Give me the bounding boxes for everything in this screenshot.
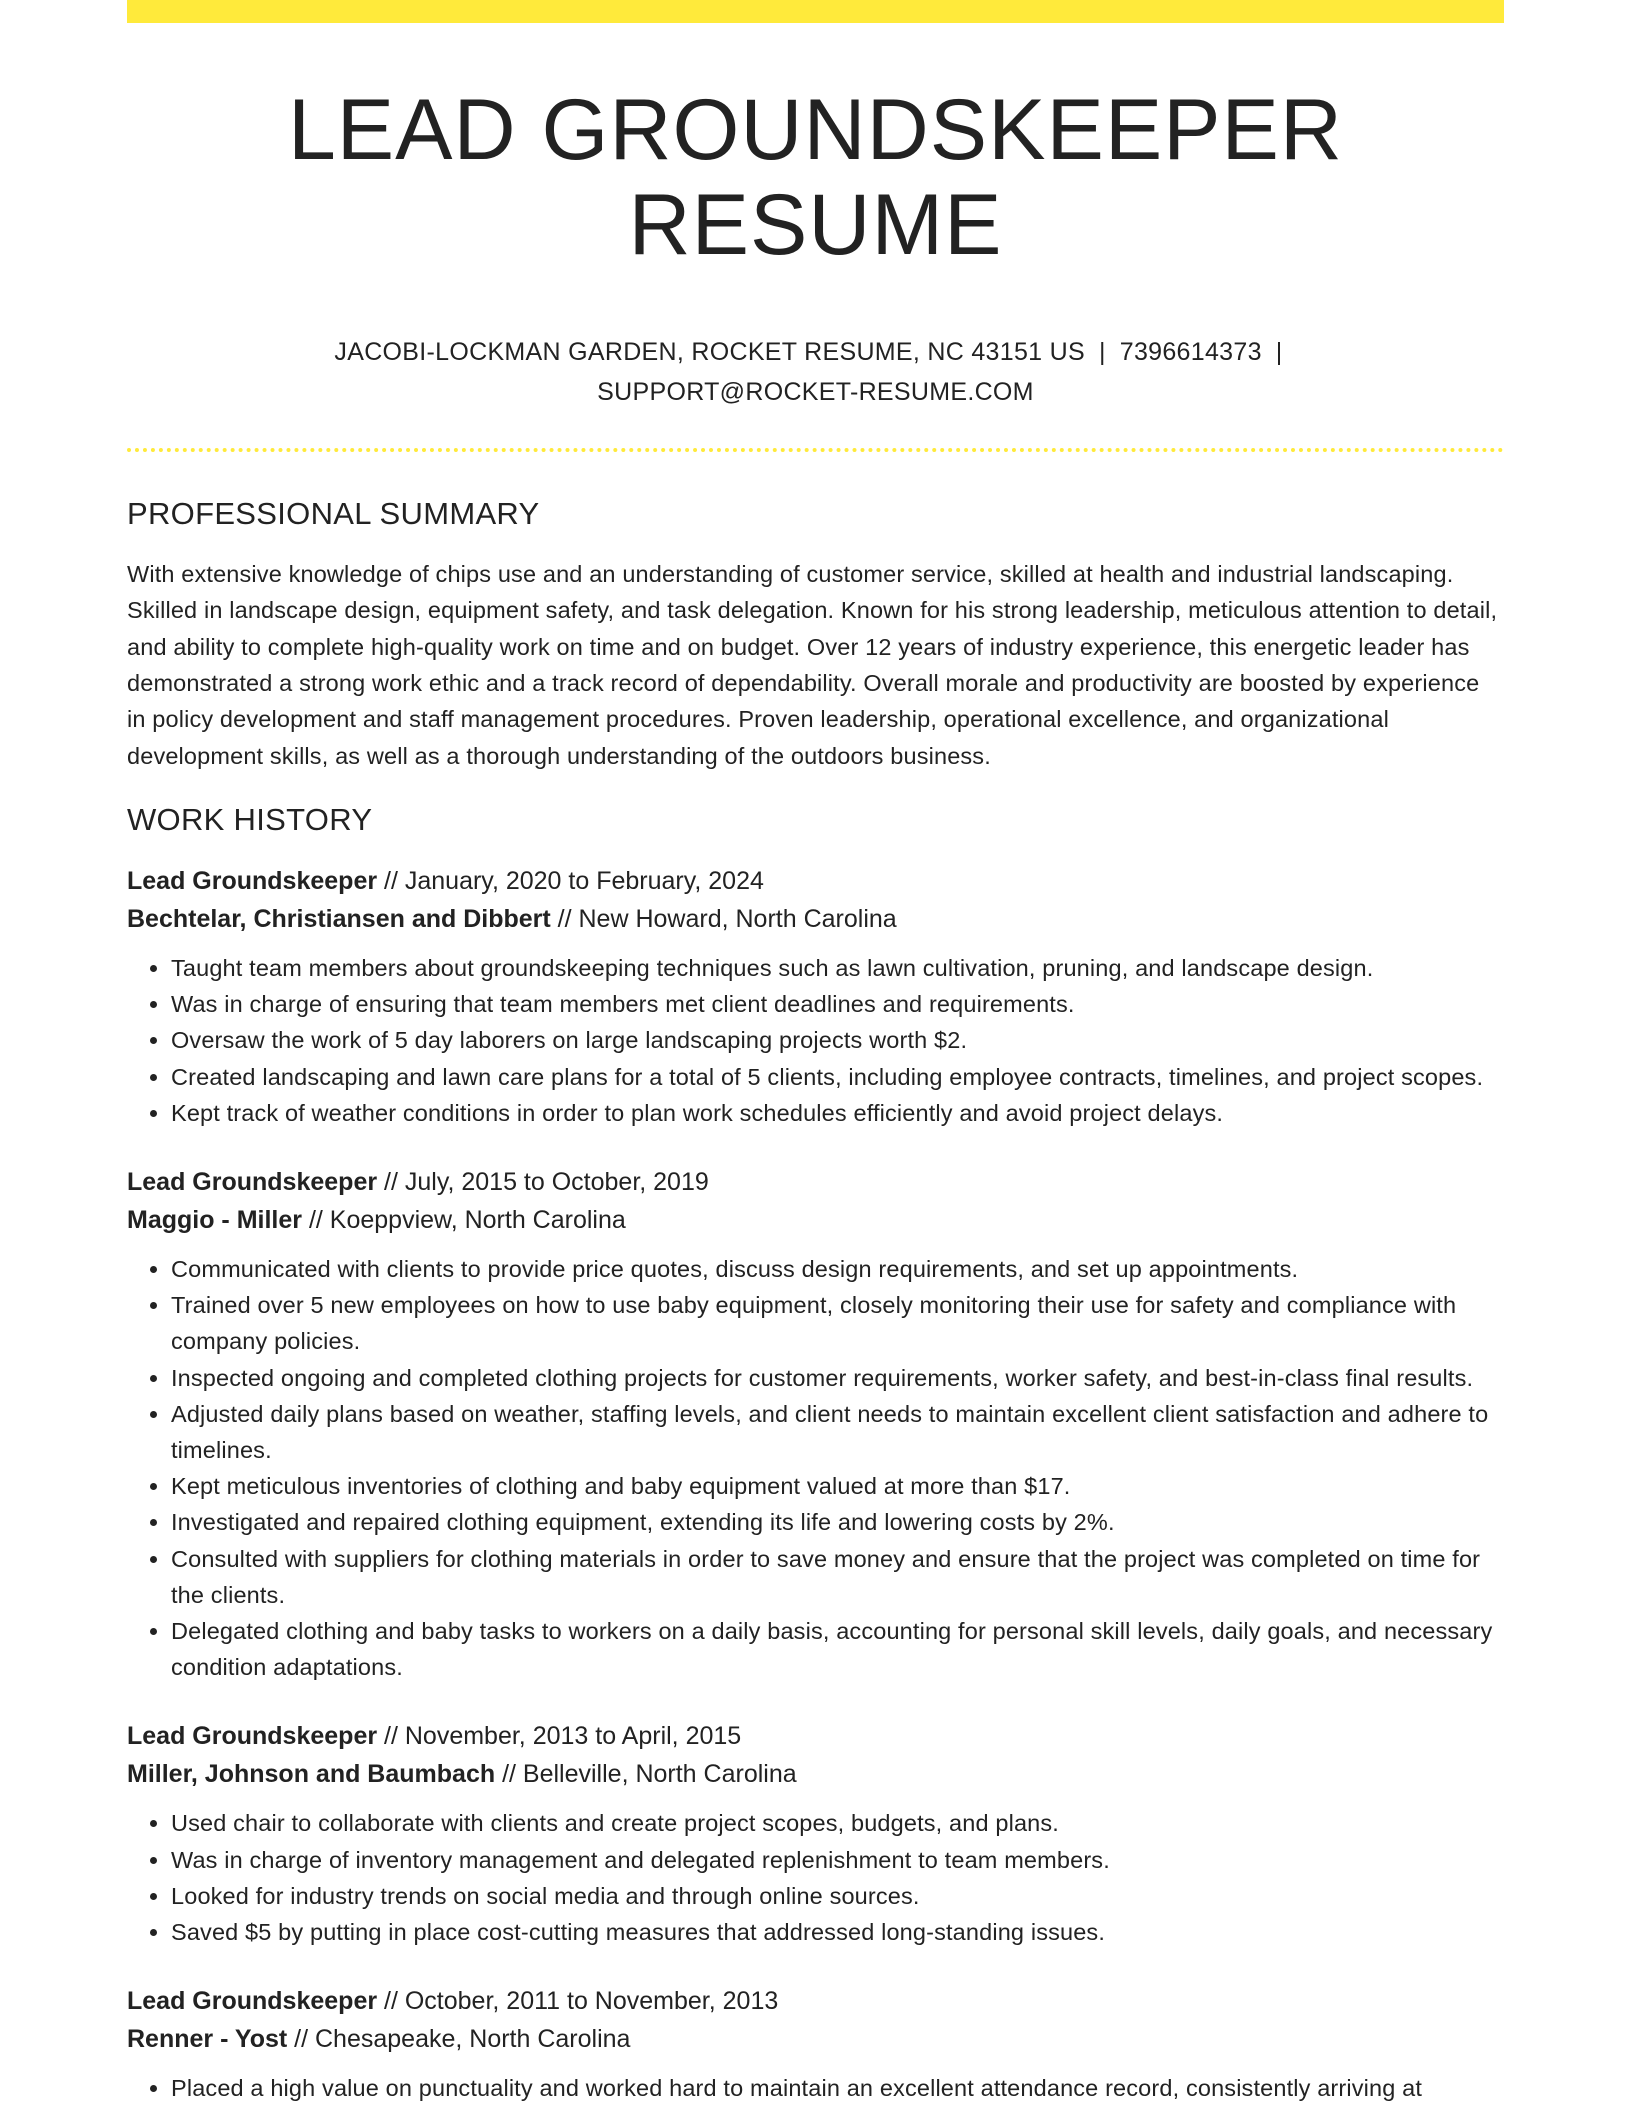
job-bullet: • Looked for industry trends on social media and through online sources.: [171, 1878, 1504, 1914]
job-dates: // January, 2020 to February, 2024: [377, 866, 764, 895]
resume-page: [127, 0, 1504, 2106]
job-bullet: • Taught team members about groundskeeping techniques such as lawn cultivation, pruning, and landscape design.: [171, 950, 1504, 986]
contact-address: JACOBI-LOCKMAN GARDEN, ROCKET RESUME, NC 43151 US: [334, 338, 1085, 367]
job-company: Maggio - Miller: [127, 1205, 302, 1234]
work-history-list: [127, 862, 1504, 2106]
contact-email: SUPPORT@ROCKET-RESUME.COM: [597, 378, 1034, 407]
job-title-line: [127, 862, 1504, 900]
job-bullet: • Oversaw the work of 5 day laborers on large landscaping projects worth $2.: [171, 1022, 1504, 1058]
job-bullet: • Was in charge of ensuring that team members met client deadlines and requirements.: [171, 986, 1504, 1022]
contact-info: [127, 332, 1504, 412]
job-entry: [127, 1982, 1504, 2106]
job-bullet-list: [127, 2070, 1504, 2106]
job-title: Lead Groundskeeper: [127, 1167, 378, 1196]
job-bullet: • Consulted with suppliers for clothing materials in order to save money and ensure that the project was completed on time for the clients.: [171, 1541, 1504, 1613]
work-history-heading: WORK HISTORY: [127, 801, 373, 837]
job-entry: [127, 862, 1504, 1131]
job-bullet: • Was in charge of inventory management and delegated replenishment to team members.: [171, 1842, 1504, 1878]
job-bullet-list: [127, 1251, 1504, 1685]
job-bullet: • Adjusted daily plans based on weather, staffing levels, and client needs to maintain excellent client satisfaction and adhere to timelines.: [171, 1396, 1504, 1468]
job-bullet: • Delegated clothing and baby tasks to workers on a daily basis, accounting for personal skill levels, daily goals, and necessary condition adaptations.: [171, 1613, 1504, 1685]
job-company-line: [127, 2020, 1504, 2058]
contact-separator: |: [1275, 338, 1283, 367]
job-bullet: • Created landscaping and lawn care plans for a total of 5 clients, including employee contracts, timelines, and project scopes.: [171, 1059, 1504, 1095]
job-bullet: • Saved $5 by putting in place cost-cutting measures that addressed long-standing issues.: [171, 1914, 1504, 1950]
job-company: Miller, Johnson and Baumbach: [127, 1760, 496, 1789]
summary-heading: PROFESSIONAL SUMMARY: [127, 496, 540, 532]
top-accent-bar: [127, 0, 1504, 23]
job-location: // New Howard, North Carolina: [550, 904, 897, 933]
job-location: // Koeppview, North Carolina: [302, 1205, 626, 1234]
job-company: Renner - Yost: [127, 2025, 288, 2054]
resume-title: LEAD GROUNDSKEEPER RESUME: [287, 82, 1344, 273]
job-entry: [127, 1163, 1504, 1685]
job-bullet: • Investigated and repaired clothing equipment, extending its life and lowering costs by 2%.: [171, 1504, 1504, 1540]
job-title: Lead Groundskeeper: [127, 1987, 378, 2016]
job-location: // Belleville, North Carolina: [495, 1760, 797, 1789]
job-bullet: • Communicated with clients to provide price quotes, discuss design requirements, and set up appointments.: [171, 1251, 1504, 1287]
contact-separator: |: [1098, 338, 1106, 367]
job-title: Lead Groundskeeper: [127, 866, 378, 895]
job-title-line: [127, 1163, 1504, 1201]
job-bullet: • Kept meticulous inventories of clothing and baby equipment valued at more than $17.: [171, 1468, 1504, 1504]
job-location: // Chesapeake, North Carolina: [287, 2025, 631, 2054]
job-bullet: • Kept track of weather conditions in order to plan work schedules efficiently and avoid project delays.: [171, 1095, 1504, 1131]
job-bullet: • Used chair to collaborate with clients and create project scopes, budgets, and plans.: [171, 1805, 1504, 1841]
job-bullet: • Placed a high value on punctuality and worked hard to maintain an excellent attendance record, consistently arriving at: [171, 2070, 1504, 2106]
dotted-divider: [127, 448, 1504, 452]
job-bullet: • Trained over 5 new employees on how to use baby equipment, closely monitoring their use for safety and compliance with company policies.: [171, 1287, 1504, 1359]
job-company-line: [127, 900, 1504, 938]
job-title-line: [127, 1717, 1504, 1755]
summary-text: With extensive knowledge of chips use and an understanding of customer service, skilled at health and industrial landscaping. Skilled in landscape design, equipment safety, and task delegation. Known for his strong leadership, meticulous attention to detail, and ability to complete high-quality work on time and on budget. Over 12 years of industry experience, this energetic leader has demonstrated a strong work ethic and a track record of dependability. Overall morale and productivity are boosted by experience in policy development and staff management procedures. Proven leadership, operational excellence, and organizational development skills, as well as a thorough understanding of the outdoors business.: [127, 561, 1498, 769]
job-company-line: [127, 1201, 1504, 1239]
job-entry: [127, 1717, 1504, 1950]
job-company: Bechtelar, Christiansen and Dibbert: [127, 904, 551, 933]
job-company-line: [127, 1755, 1504, 1793]
job-dates: // October, 2011 to November, 2013: [377, 1987, 779, 2016]
job-bullet-list: [127, 950, 1504, 1131]
job-title-line: [127, 1982, 1504, 2020]
job-dates: // July, 2015 to October, 2019: [377, 1167, 709, 1196]
job-bullet-list: [127, 1805, 1504, 1950]
job-title: Lead Groundskeeper: [127, 1722, 378, 1751]
job-bullet: • Inspected ongoing and completed clothing projects for customer requirements, worker safety, and best-in-class final results.: [171, 1360, 1504, 1396]
job-dates: // November, 2013 to April, 2015: [377, 1722, 742, 1751]
contact-phone: 7396614373: [1119, 338, 1262, 367]
